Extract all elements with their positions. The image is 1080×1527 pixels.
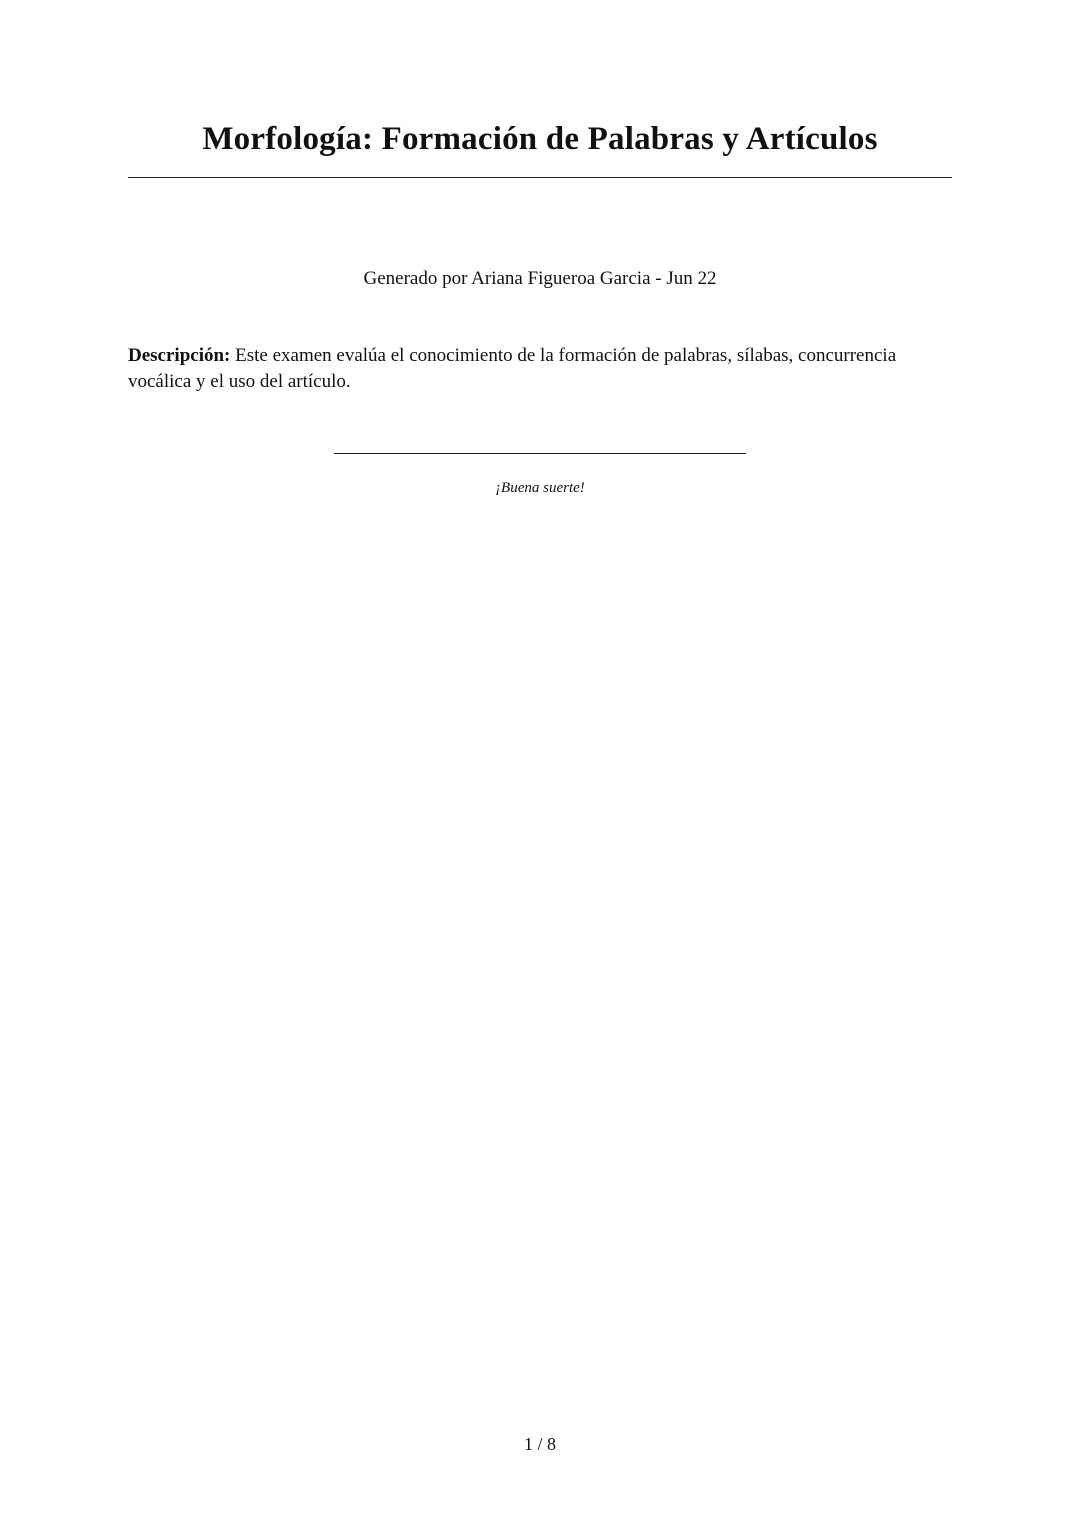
good-luck-message: ¡Buena suerte!	[495, 480, 585, 496]
generated-by-line: Generado por Ariana Figueroa Garcia - Jun 22	[363, 268, 717, 289]
description-label: Descripción:	[128, 345, 231, 366]
page-number: 1 / 8	[523, 1434, 556, 1454]
description-text: Este examen evalúa el conocimiento de la formación de palabras, sílabas, concurrencia vocálica y el uso del artículo.	[128, 345, 897, 392]
section-divider	[334, 453, 746, 454]
description-paragraph	[128, 343, 958, 395]
title-divider	[128, 177, 952, 178]
document-title: Morfología: Formación de Palabras y Artículos	[202, 121, 878, 157]
